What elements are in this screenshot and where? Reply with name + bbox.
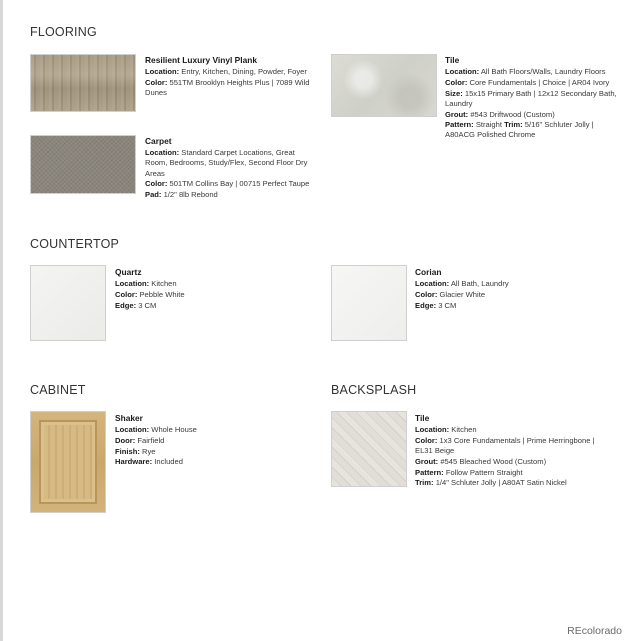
quartz-name: Quartz [115,267,142,277]
floor-tile-name: Tile [445,55,460,65]
cabinet-swatch [30,411,106,513]
backsplash-swatch [331,411,407,487]
backsplash-trim: Trim: 1/4" Schluter Jolly | A80AT Satin Nickel [415,478,567,488]
cabinet-door-panel [39,420,97,504]
watermark: REcolorado [567,625,622,637]
backsplash-spec [415,413,610,489]
floor-tile-size: Size: 15x15 Primary Bath | 12x12 Secondary Bath, Laundry [445,88,617,108]
page-left-edge [0,0,3,641]
carpet-swatch [30,135,136,194]
corian-swatch [331,265,407,341]
floor-tile-pattern-trim: Pattern: Straight Trim: 5/16" Schluter Jolly | A80ACG Polished Chrome [445,120,594,140]
quartz-color: Color: Pebble White [115,289,185,299]
quartz-spec [115,267,305,311]
backsplash-name: Tile [415,413,430,423]
shaker-spec [115,413,305,468]
quartz-swatch [30,265,106,341]
quartz-location: Location: Kitchen [115,279,177,289]
section-title-countertop: COUNTERTOP [30,237,120,251]
floor-tile-color: Color: Core Fundamentals | Choice | AR04 Ivory [445,77,610,87]
lvp-spec [145,55,317,99]
backsplash-pattern: Pattern: Follow Pattern Straight [415,467,523,477]
shaker-name: Shaker [115,413,143,423]
section-title-cabinet: CABINET [30,383,86,397]
quartz-edge: Edge: 3 CM [115,300,157,310]
floor-tile-swatch [331,54,437,117]
backsplash-color: Color: 1x3 Core Fundamentals | Prime Herringbone | EL31 Beige [415,435,595,456]
shaker-door: Door: Fairfield [115,435,165,445]
corian-color: Color: Glacier White [415,289,486,299]
corian-spec [415,267,605,311]
floor-tile-grout: Grout: #543 Driftwood (Custom) [445,109,555,119]
carpet-color: Color: 501TM Collins Bay | 00715 Perfect Taupe [145,179,310,189]
carpet-spec [145,136,317,201]
shaker-hardware: Hardware: Included [115,457,183,467]
section-title-flooring: FLOORING [30,25,97,39]
corian-name: Corian [415,267,442,277]
lvp-color: Color: 551TM Brooklyn Heights Plus | 7089 Wild Dunes [145,77,310,98]
lvp-location: Location: Entry, Kitchen, Dining, Powder, Foyer [145,67,307,77]
carpet-name: Carpet [145,136,172,146]
corian-edge: Edge: 3 CM [415,300,457,310]
section-title-backsplash: BACKSPLASH [331,383,417,397]
floor-tile-spec [445,55,617,141]
corian-location: Location: All Bath, Laundry [415,279,509,289]
backsplash-location: Location: Kitchen [415,425,477,435]
carpet-pad: Pad: 1/2" 8lb Rebond [145,190,218,200]
lvp-swatch [30,54,136,112]
shaker-finish: Finish: Rye [115,446,156,456]
floor-tile-location: Location: All Bath Floors/Walls, Laundry Floors [445,67,606,77]
lvp-name: Resilient Luxury Vinyl Plank [145,55,258,65]
carpet-location: Location: Standard Carpet Locations, Great Room, Bedrooms, Study/Flex, Second Floor Dry Areas [145,148,308,178]
shaker-location: Location: Whole House [115,425,197,435]
backsplash-grout: Grout: #545 Bleached Wood (Custom) [415,456,547,466]
